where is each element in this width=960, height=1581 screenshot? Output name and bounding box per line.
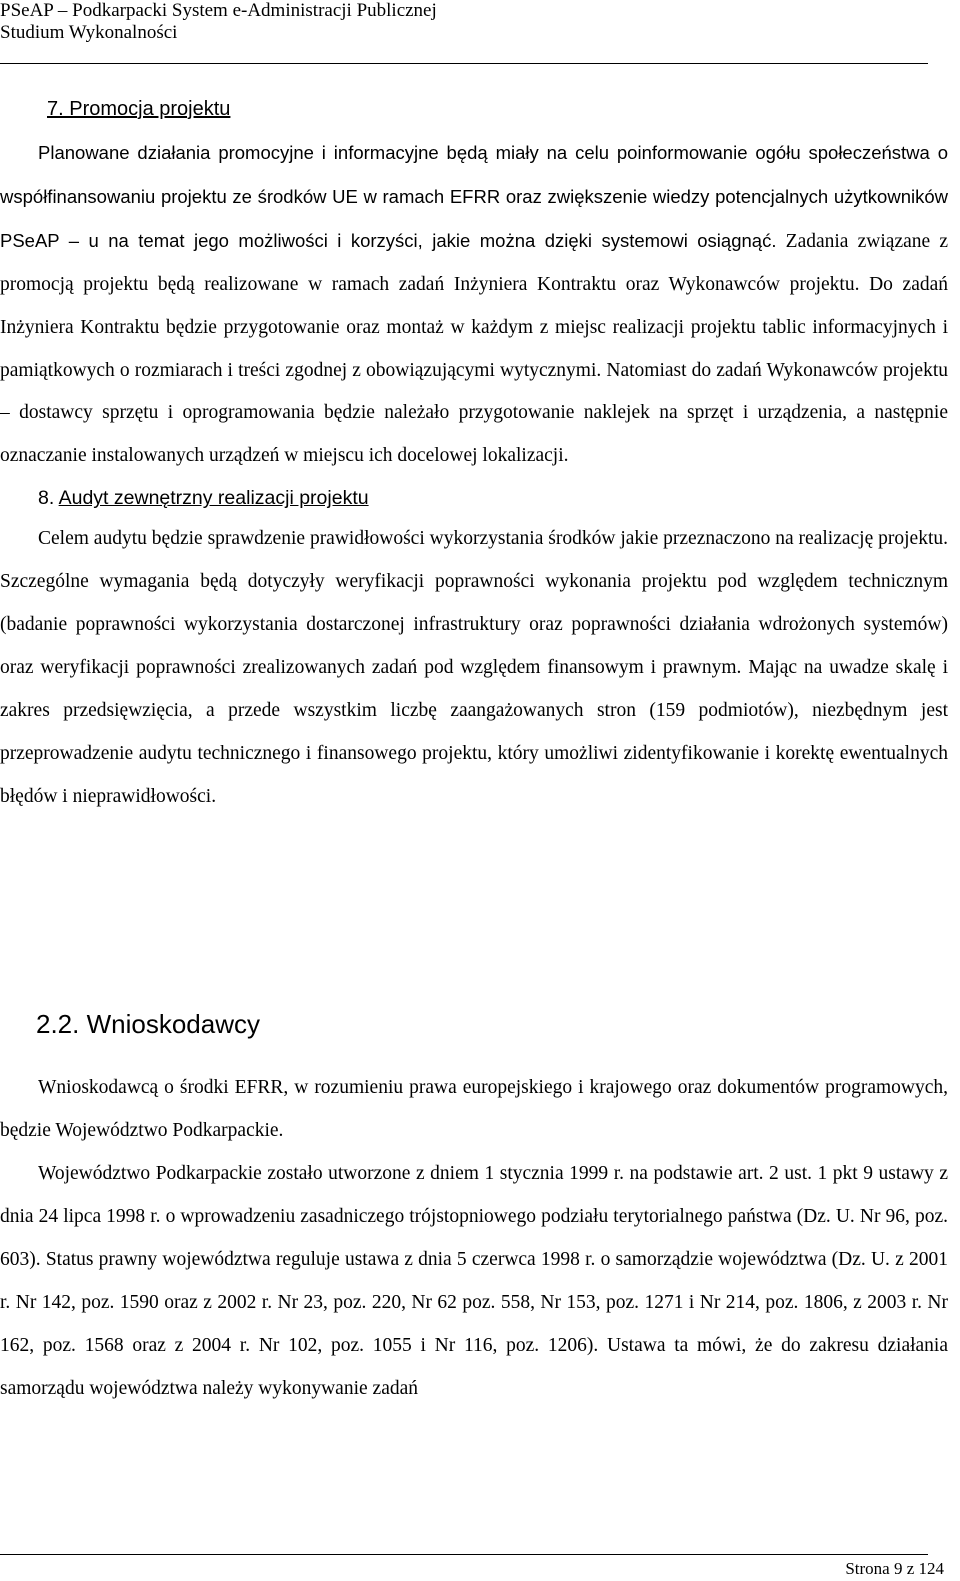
main-content <box>0 86 948 819</box>
section-7-heading: 7. Promocja projektu <box>47 98 231 120</box>
section-2-2-paragraph-1: Wnioskodawcą o środki EFRR, w rozumieniu prawa europejskiego i krajowego oraz dokumentów programowych, będzie Województwo Podkarpackie. <box>0 1077 948 1141</box>
section-7-text-b: Zadania związane z promocją projektu będą realizowane w ramach zadań Inżyniera Kontraktu oraz Wykonawców projektu. Do zadań Inżyniera Kontraktu będzie przygotowanie oraz montaż w każdym z miejsc realizacji projektu tablic informacyjnych i pamiątkowych o rozmiarach i treści zgodnej z obowiązującymi wytycznymi. Natomiast do zadań Wykonawców projektu – dostawcy sprzętu i oprogramowania będzie należało przygotowanie naklejek na sprzęt i urządzenia, a następnie oznaczanie instalowanych urządzeń w miejscu ich docelowej lokalizacji. <box>0 230 948 467</box>
section-2-2-content <box>0 1066 948 1410</box>
footer-divider <box>0 1554 928 1555</box>
section-8-title: Audyt zewnętrzny realizacji projektu <box>58 487 369 510</box>
section-8-paragraph: Celem audytu będzie sprawdzenie prawidłowości wykorzystania środków jakie przeznaczono na realizację projektu. Szczególne wymagania będą dotyczyły weryfikacji poprawności wykonania projektu pod względem technicznym (badanie poprawności wykorzystania dostarczonej infrastruktury oraz poprawności działania wdrożonych systemów) oraz weryfikacji poprawności zrealizowanych zadań pod względem finansowym i prawnym. Mając na uwadze skalę i zakres przedsięwzięcia, a przede wszystkim liczbę zaangażowanych stron (159 podmiotów), niezbędnym jest przeprowadzenie audytu technicznego i finansowego projektu, który umożliwi zidentyfikowanie i korektę ewentualnych błędów i nieprawidłowości. <box>0 528 948 807</box>
section-7-text-a: Planowane działania promocyjne i informacyjne będą miały na celu poinformowanie ogółu społeczeństwa o współfinansowaniu projektu ze środków UE w ramach EFRR oraz zwiększenie wiedzy potencjalnych użytkowników PSeAP – u na temat jego możliwości i korzyści, jakie można dzięki systemowi osiągnąć. <box>0 142 948 251</box>
section-2-2-heading: 2.2. Wnioskodawcy <box>36 1009 260 1039</box>
page-number: Strona 9 z 124 <box>845 1559 944 1578</box>
header-divider <box>0 63 928 64</box>
page-header <box>0 0 940 44</box>
header-subtitle: Studium Wykonalności <box>0 22 178 43</box>
header-title: PSeAP – Podkarpacki System e-Administracji Publicznej <box>0 0 437 21</box>
section-8-number: 8. <box>38 487 59 510</box>
section-8-heading <box>0 478 948 518</box>
section-7-paragraph <box>0 132 948 478</box>
section-2-2-paragraph-2: Województwo Podkarpackie zostało utworzone z dniem 1 stycznia 1999 r. na podstawie art. 2 ust. 1 pkt 9 ustawy z dnia 24 lipca 1998 r. o wprowadzeniu zasadniczego trójstopniowego podziału terytorialnego państwa (Dz. U. Nr 96, poz. 603). Status prawny województwa reguluje ustawa z dnia 5 czerwca 1998 r. o samorządzie województwa (Dz. U. z 2001 r. Nr 142, poz. 1590 oraz z 2002 r. Nr 23, poz. 220, Nr 62 poz. 558, Nr 153, poz. 1271 i Nr 214, poz. 1806, z 2003 r. Nr 162, poz. 1568 oraz z 2004 r. Nr 102, poz. 1055 i Nr 116, poz. 1206). Ustawa ta mówi, że do zakresu działania samorządu województwa należy wykonywanie zadań <box>0 1163 948 1399</box>
